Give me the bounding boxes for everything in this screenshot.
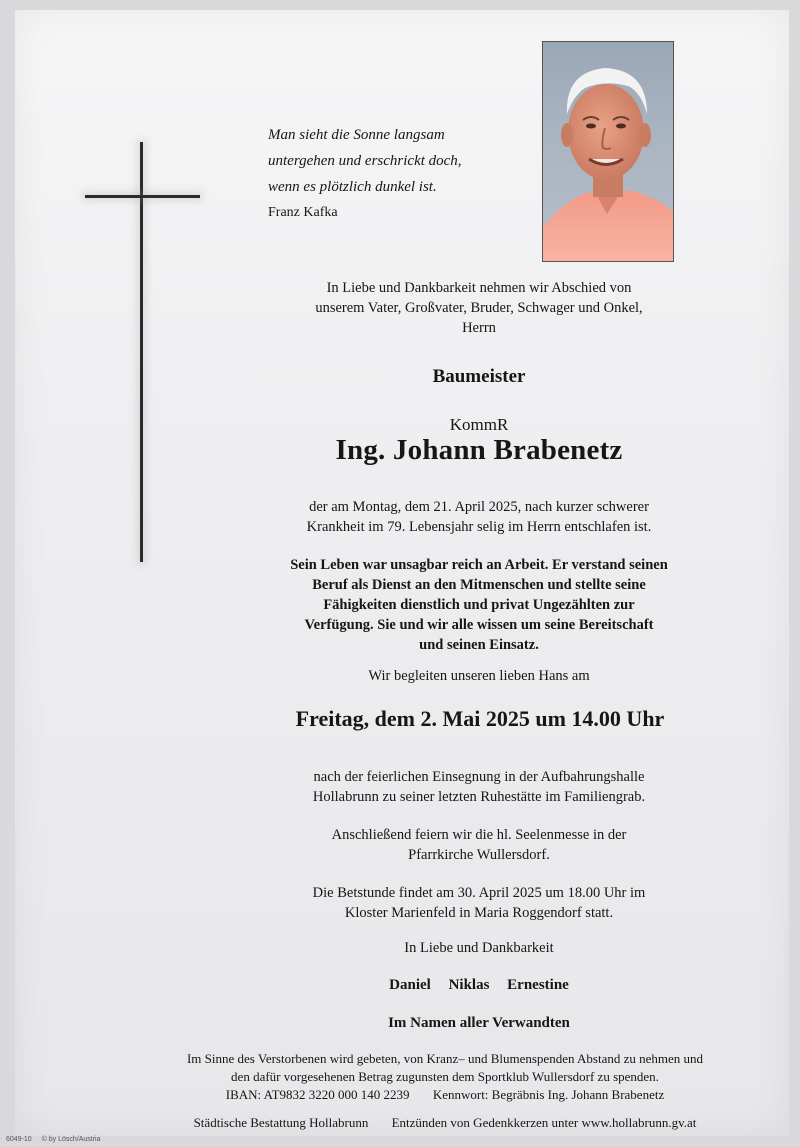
kafka-quote: [268, 122, 538, 226]
copyright: © by Lösch/Austria: [41, 1136, 101, 1143]
iban: IBAN: AT9832 3220 000 140 2239: [225, 1087, 410, 1102]
mass-info: [259, 825, 699, 865]
death-notice: [259, 497, 699, 537]
footer: [105, 1115, 785, 1131]
deceased-name: Ing. Johann Brabenetz: [335, 434, 623, 466]
cross-horizontal-beam: [85, 195, 200, 198]
quote-line: untergehen und erschrickt doch,: [268, 153, 462, 169]
cross-vertical-beam: [140, 142, 143, 562]
prayer-hour-info: [259, 883, 699, 923]
intro-line: unserem Vater, Großvater, Bruder, Schwager und Onkel,: [315, 300, 643, 316]
print-code: 6049-10: [6, 1136, 32, 1143]
undertaker-name: Städtische Bestattung Hollabrunn: [193, 1115, 369, 1130]
mass-line: Pfarrkirche Wullersdorf.: [408, 847, 550, 863]
quote-line: Man sieht die Sonne langsam: [268, 127, 445, 143]
bank-details: [105, 1086, 785, 1104]
deceased-profession: Baumeister: [432, 366, 526, 387]
quote-author: Franz Kafka: [268, 205, 338, 220]
memorial-candles-link[interactable]: Entzünden von Gedenkkerzen unter www.hollabrunn.gv.at: [391, 1115, 697, 1130]
mourner-name: Ernestine: [507, 977, 569, 993]
prayer-line: Kloster Marienfeld in Maria Roggendorf statt.: [344, 905, 614, 921]
burial-info: [259, 767, 699, 807]
death-line: Krankheit im 79. Lebensjahr selig im Herrn entschlafen ist.: [306, 519, 652, 535]
life-line: und seinen Einsatz.: [419, 637, 539, 653]
life-line: Sein Leben war unsagbar reich an Arbeit. Er verstand seinen: [290, 557, 668, 573]
donation-line: Im Sinne des Verstorbenen wird gebeten, von Kranz– und Blumenspenden Abstand zu nehmen und: [186, 1051, 704, 1066]
transfer-keyword: Kennwort: Begräbnis Ing. Johann Brabenetz: [432, 1087, 665, 1102]
death-line: der am Montag, dem 21. April 2025, nach kurzer schwerer: [309, 499, 649, 515]
funeral-date: Freitag, dem 2. Mai 2025 um 14.00 Uhr: [295, 706, 665, 731]
funeral-intro: Wir begleiten unseren lieben Hans am: [368, 668, 590, 684]
life-line: Beruf als Dienst an den Mitmenschen und stellte seine: [312, 577, 646, 593]
intro-line: Herrn: [462, 320, 496, 336]
obituary-page: [15, 10, 789, 1136]
burial-line: nach der feierlichen Einsegnung in der Aufbahrungshalle: [313, 769, 645, 785]
life-line: Verfügung. Sie und wir alle wissen um seine Bereitschaft: [304, 617, 654, 633]
gratitude-line: In Liebe und Dankbarkeit: [404, 940, 554, 956]
print-imprint: [6, 1136, 109, 1143]
mourner-name: Daniel: [389, 977, 431, 993]
mourner-name: Niklas: [448, 977, 490, 993]
mass-line: Anschließend feiern wir die hl. Seelenmesse in der: [331, 827, 627, 843]
relatives-line: Im Namen aller Verwandten: [388, 1015, 570, 1031]
donation-line: den dafür vorgesehenen Betrag zugunsten dem Sportklub Wullersdorf zu spenden.: [231, 1069, 659, 1084]
life-line: Fähigkeiten dienstlich und privat Ungezählten zur: [323, 597, 635, 613]
intro-line: In Liebe und Dankbarkeit nehmen wir Abschied von: [326, 280, 632, 296]
donation-request: [105, 1050, 785, 1104]
quote-line: wenn es plötzlich dunkel ist.: [268, 179, 437, 195]
farewell-intro: [259, 278, 699, 338]
prayer-line: Die Betstunde findet am 30. April 2025 um 18.00 Uhr im: [312, 885, 646, 901]
deceased-honorific: KommR: [449, 415, 509, 434]
burial-line: Hollabrunn zu seiner letzten Ruhestätte im Familiengrab.: [312, 789, 646, 805]
life-tribute: [259, 555, 699, 655]
mourner-names: [259, 977, 699, 994]
cross-icon: [85, 138, 205, 568]
deceased-portrait-photo: [542, 41, 674, 262]
